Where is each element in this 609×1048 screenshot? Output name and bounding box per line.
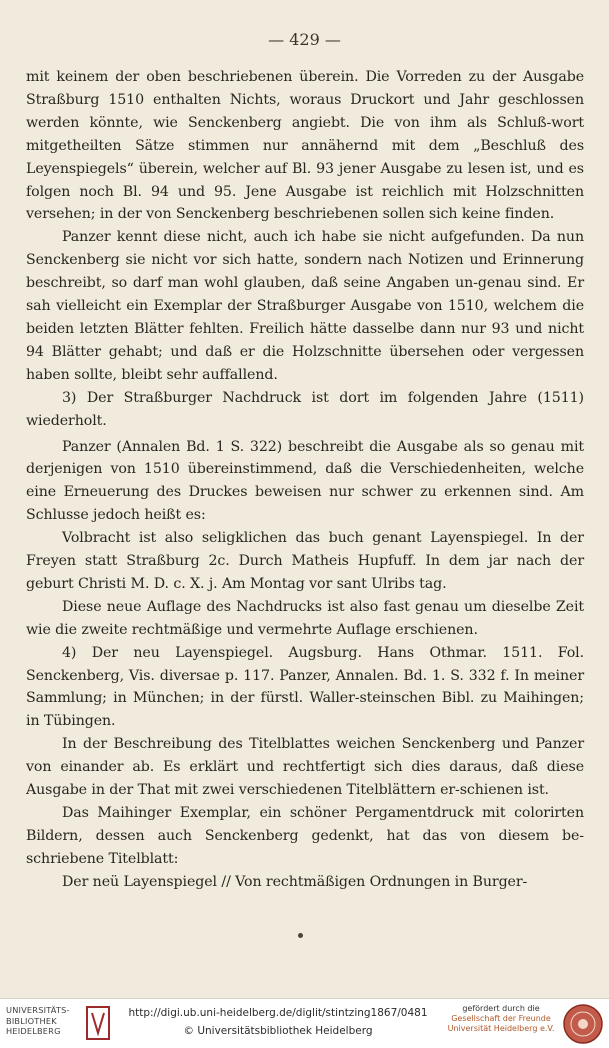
library-name-line: HEIDELBERG	[6, 1026, 61, 1036]
paragraph-8: In der Beschreibung des Titelblattes weichen Senckenberg und Panzer von einander ab. Es erklärt und rechtfertigt sich dies daraus, daß diese Ausgabe in der That mit zwei verschiedenen Titelblättern er-schienen ist.	[26, 736, 584, 799]
paragraph-10: Der neü Layenspiegel // Von rechtmäßigen Ordnungen in Burger-	[62, 873, 528, 890]
paragraph-2: Panzer kennt diese nicht, auch ich habe sie nicht aufgefunden. Da nun Senckenberg sie nicht vor sich hatte, sondern nach Notizen und Erinnerung beschreibt, so darf man wohl glauben, daß seine Angaben un-genau sind. Er sah vielleicht ein Exemplar der Straßburger Ausgabe von 1510, welchem die beiden letzten Blätter fehlten. Freilich hätte dasselbe dann nur 93 und nicht 94 Blätter gehabt; und daß er die Holzschnitte übersehen oder vergessen haben sollte, bleibt sehr auffallend.	[26, 229, 584, 383]
paragraph-7: 4) Der neu Layenspiegel. Augsburg. Hans Othmar. 1511. Fol. Senckenberg, Vis. diversae p. 117. Panzer, Annalen. Bd. 1. S. 332 f. In meiner Sammlung; in München; in der fürstl. Waller-steinschen Bibl. zu Maihingen; in Tübingen.	[26, 644, 584, 730]
library-logo	[6, 1005, 76, 1037]
society-name: Universität Heidelberg e.V.	[447, 1024, 555, 1033]
society-seal-icon	[562, 1003, 604, 1045]
funding-note	[440, 1004, 562, 1034]
paragraph-1: mit keinem der oben beschriebenen überein. Die Vorreden zu der Ausgabe Straßburg 1510 enthalten Nichts, woraus Druckort und Jahr geschlossen werden könnte, wie Senckenberg angiebt. Die von ihm als Schluß-wort mitgetheilten Sätze stimmen nur annähernd mit dem „Beschluß des Leyenspiegels“ überein, welcher auf Bl. 93 jener Ausgabe zu lesen ist, und es folgen noch Bl. 94 und 95. Jene Ausgabe ist reichlich mit Holzschnitten versehen; in der von Senckenberg beschriebenen sollen sich keine finden.	[26, 69, 584, 223]
paragraph-5: Volbracht ist also seligklichen das buch genant Layenspiegel. In der Freyen statt Straßburg 2c. Durch Matheis Hupfuff. In dem jar nach der geburt Christi M. D. c. X. j. Am Montag vor sant Ulribs tag.	[26, 530, 584, 592]
library-name-line: UNIVERSITÄTS-	[6, 1005, 70, 1015]
footer-bar	[0, 998, 609, 1048]
paragraph-6: Diese neue Auflage des Nachdrucks ist also fast genau um dieselbe Zeit wie die zweite rechtmäßige und vermehrte Auflage erschienen.	[26, 598, 584, 638]
page-url-link[interactable]: http://digi.ub.uni-heidelberg.de/diglit/stintzing1867/0481	[128, 1007, 428, 1019]
paragraph-9: Das Maihinger Exemplar, ein schöner Pergamentdruck mit colorirten Bildern, dessen auch Senckenberg gedenkt, hat das von diesem be-schriebene Titelblatt:	[26, 805, 584, 867]
body-text	[26, 66, 584, 894]
library-seal-icon	[84, 1005, 112, 1041]
copyright-text: © Universitätsbibliothek Heidelberg	[183, 1025, 373, 1037]
ink-dot	[298, 933, 303, 938]
page-number: — 429 —	[268, 30, 341, 49]
funded-by-label: gefördert durch die	[462, 1004, 540, 1013]
society-name: Gesellschaft der Freunde	[451, 1014, 551, 1023]
paragraph-3: 3) Der Straßburger Nachdruck ist dort im folgenden Jahre (1511) wiederholt.	[26, 389, 584, 429]
paragraph-4: Panzer (Annalen Bd. 1 S. 322) beschreibt die Ausgabe als so genau mit derjenigen von 1510 übereinstimmend, daß die Verschiedenheiten, welche eine Erneuerung des Druckes beweisen nur schwer zu erkennen sind. Am Schlusse jedoch heißt es:	[26, 438, 584, 524]
library-name-line: BIBLIOTHEK	[6, 1015, 57, 1026]
